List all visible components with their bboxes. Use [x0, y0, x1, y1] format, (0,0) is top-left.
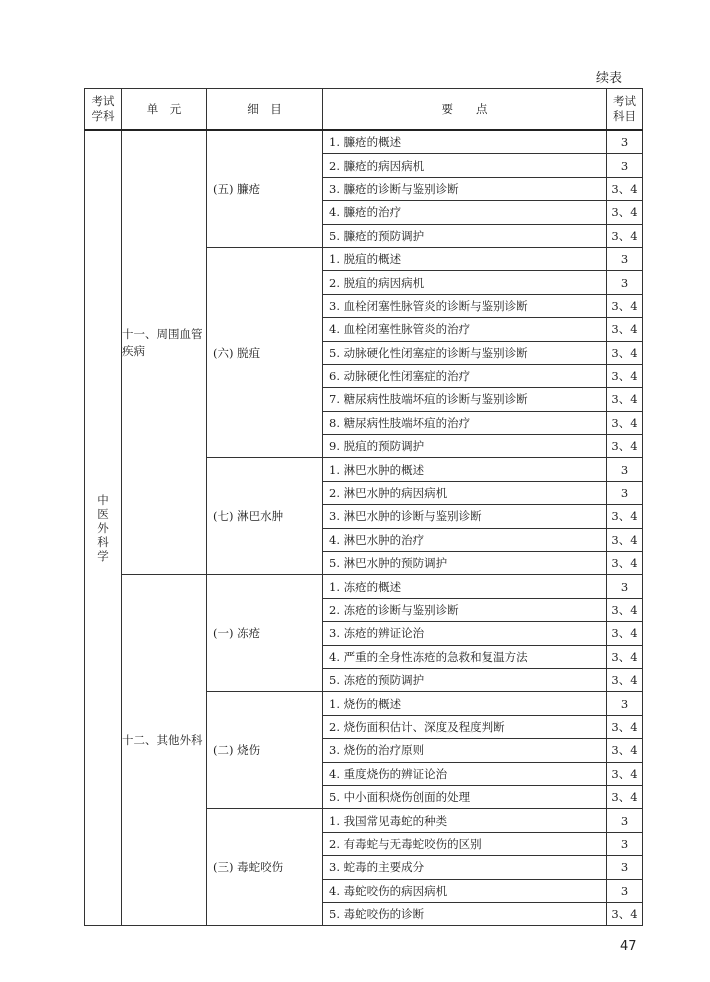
unit-name: 十二、其他外科 — [122, 733, 203, 748]
table-body — [85, 130, 643, 926]
unit-cell — [122, 130, 207, 575]
item-cell: (六) 脱疽 — [207, 247, 323, 458]
level-cell: 3 — [607, 130, 643, 154]
level-cell: 3、4 — [607, 552, 643, 575]
point-cell: 5. 毒蛇咬伤的诊断 — [323, 902, 607, 925]
header-subject — [85, 89, 122, 131]
level-cell: 3、4 — [607, 318, 643, 341]
level-cell: 3 — [607, 575, 643, 598]
header-unit: 单 元 — [122, 89, 207, 131]
level-cell: 3、4 — [607, 364, 643, 387]
point-cell: 2. 烧伤面积估计、深度及程度判断 — [323, 715, 607, 738]
point-cell: 1. 冻疮的概述 — [323, 575, 607, 598]
point-cell: 3. 血栓闭塞性脉管炎的诊断与鉴别诊断 — [323, 294, 607, 317]
header-level-text: 考试科目 — [613, 94, 636, 123]
level-cell: 3 — [607, 692, 643, 715]
level-cell: 3 — [607, 809, 643, 832]
point-cell: 3. 臁疮的诊断与鉴别诊断 — [323, 177, 607, 200]
level-cell: 3、4 — [607, 528, 643, 551]
item-cell: (二) 烧伤 — [207, 692, 323, 809]
point-cell: 4. 重度烧伤的辨证论治 — [323, 762, 607, 785]
point-cell: 5. 动脉硬化性闭塞症的诊断与鉴别诊断 — [323, 341, 607, 364]
syllabus-table — [84, 88, 643, 926]
header-level — [607, 89, 643, 131]
point-cell: 4. 淋巴水肿的治疗 — [323, 528, 607, 551]
point-cell: 4. 毒蛇咬伤的病因病机 — [323, 879, 607, 902]
table-row — [85, 130, 643, 154]
subject-text: 中医外科学 — [97, 493, 109, 564]
level-cell: 3、4 — [607, 715, 643, 738]
item-cell: (五) 臁疮 — [207, 130, 323, 247]
level-cell: 3 — [607, 879, 643, 902]
point-cell: 3. 蛇毒的主要成分 — [323, 856, 607, 879]
point-cell: 3. 冻疮的辨证论治 — [323, 622, 607, 645]
level-cell: 3、4 — [607, 902, 643, 925]
level-cell: 3、4 — [607, 762, 643, 785]
point-cell: 5. 淋巴水肿的预防调护 — [323, 552, 607, 575]
point-cell: 2. 淋巴水肿的病因病机 — [323, 481, 607, 504]
point-cell: 6. 动脉硬化性闭塞症的治疗 — [323, 364, 607, 387]
header-subject-text: 考试学科 — [91, 94, 115, 123]
level-cell: 3、4 — [607, 668, 643, 691]
level-cell: 3、4 — [607, 411, 643, 434]
point-cell: 2. 冻疮的诊断与鉴别诊断 — [323, 598, 607, 621]
level-cell: 3、4 — [607, 645, 643, 668]
level-cell: 3、4 — [607, 224, 643, 247]
continued-label: 续表 — [596, 71, 623, 86]
point-cell: 9. 脱疽的预防调护 — [323, 435, 607, 458]
point-cell: 5. 中小面积烧伤创面的处理 — [323, 785, 607, 808]
level-cell: 3、4 — [607, 435, 643, 458]
level-cell: 3 — [607, 271, 643, 294]
subject-cell — [85, 130, 122, 926]
item-cell: (七) 淋巴水肿 — [207, 458, 323, 575]
level-cell: 3、4 — [607, 598, 643, 621]
level-cell: 3、4 — [607, 622, 643, 645]
point-cell: 5. 冻疮的预防调护 — [323, 668, 607, 691]
point-cell: 5. 臁疮的预防调护 — [323, 224, 607, 247]
point-cell: 2. 臁疮的病因病机 — [323, 154, 607, 177]
level-cell: 3 — [607, 154, 643, 177]
point-cell: 2. 有毒蛇与无毒蛇咬伤的区别 — [323, 832, 607, 855]
point-cell: 8. 糖尿病性肢端坏疽的治疗 — [323, 411, 607, 434]
level-cell: 3 — [607, 832, 643, 855]
point-cell: 2. 脱疽的病因病机 — [323, 271, 607, 294]
table-row — [85, 575, 643, 598]
page-number: 47 — [620, 939, 637, 954]
point-cell: 4. 严重的全身性冻疮的急救和复温方法 — [323, 645, 607, 668]
level-cell: 3、4 — [607, 177, 643, 200]
level-cell: 3、4 — [607, 388, 643, 411]
point-cell: 1. 我国常见毒蛇的种类 — [323, 809, 607, 832]
level-cell: 3 — [607, 856, 643, 879]
level-cell: 3、4 — [607, 739, 643, 762]
header-points: 要 点 — [323, 89, 607, 131]
point-cell: 4. 血栓闭塞性脉管炎的治疗 — [323, 318, 607, 341]
level-cell: 3 — [607, 247, 643, 270]
point-cell: 7. 糖尿病性肢端坏疽的诊断与鉴别诊断 — [323, 388, 607, 411]
level-cell: 3、4 — [607, 505, 643, 528]
item-cell: (三) 毒蛇咬伤 — [207, 809, 323, 926]
header-item: 细 目 — [207, 89, 323, 131]
level-cell: 3 — [607, 458, 643, 481]
level-cell: 3 — [607, 481, 643, 504]
level-cell: 3、4 — [607, 294, 643, 317]
level-cell: 3、4 — [607, 341, 643, 364]
point-cell: 1. 脱疽的概述 — [323, 247, 607, 270]
table-header-row — [85, 89, 643, 131]
level-cell: 3、4 — [607, 785, 643, 808]
item-cell: (一) 冻疮 — [207, 575, 323, 692]
point-cell: 3. 烧伤的治疗原则 — [323, 739, 607, 762]
point-cell: 1. 淋巴水肿的概述 — [323, 458, 607, 481]
point-cell: 3. 淋巴水肿的诊断与鉴别诊断 — [323, 505, 607, 528]
point-cell: 1. 臁疮的概述 — [323, 130, 607, 154]
point-cell: 4. 臁疮的治疗 — [323, 201, 607, 224]
unit-name: 十一、周围血管疾病 — [122, 327, 203, 359]
unit-cell — [122, 575, 207, 926]
level-cell: 3、4 — [607, 201, 643, 224]
point-cell: 1. 烧伤的概述 — [323, 692, 607, 715]
